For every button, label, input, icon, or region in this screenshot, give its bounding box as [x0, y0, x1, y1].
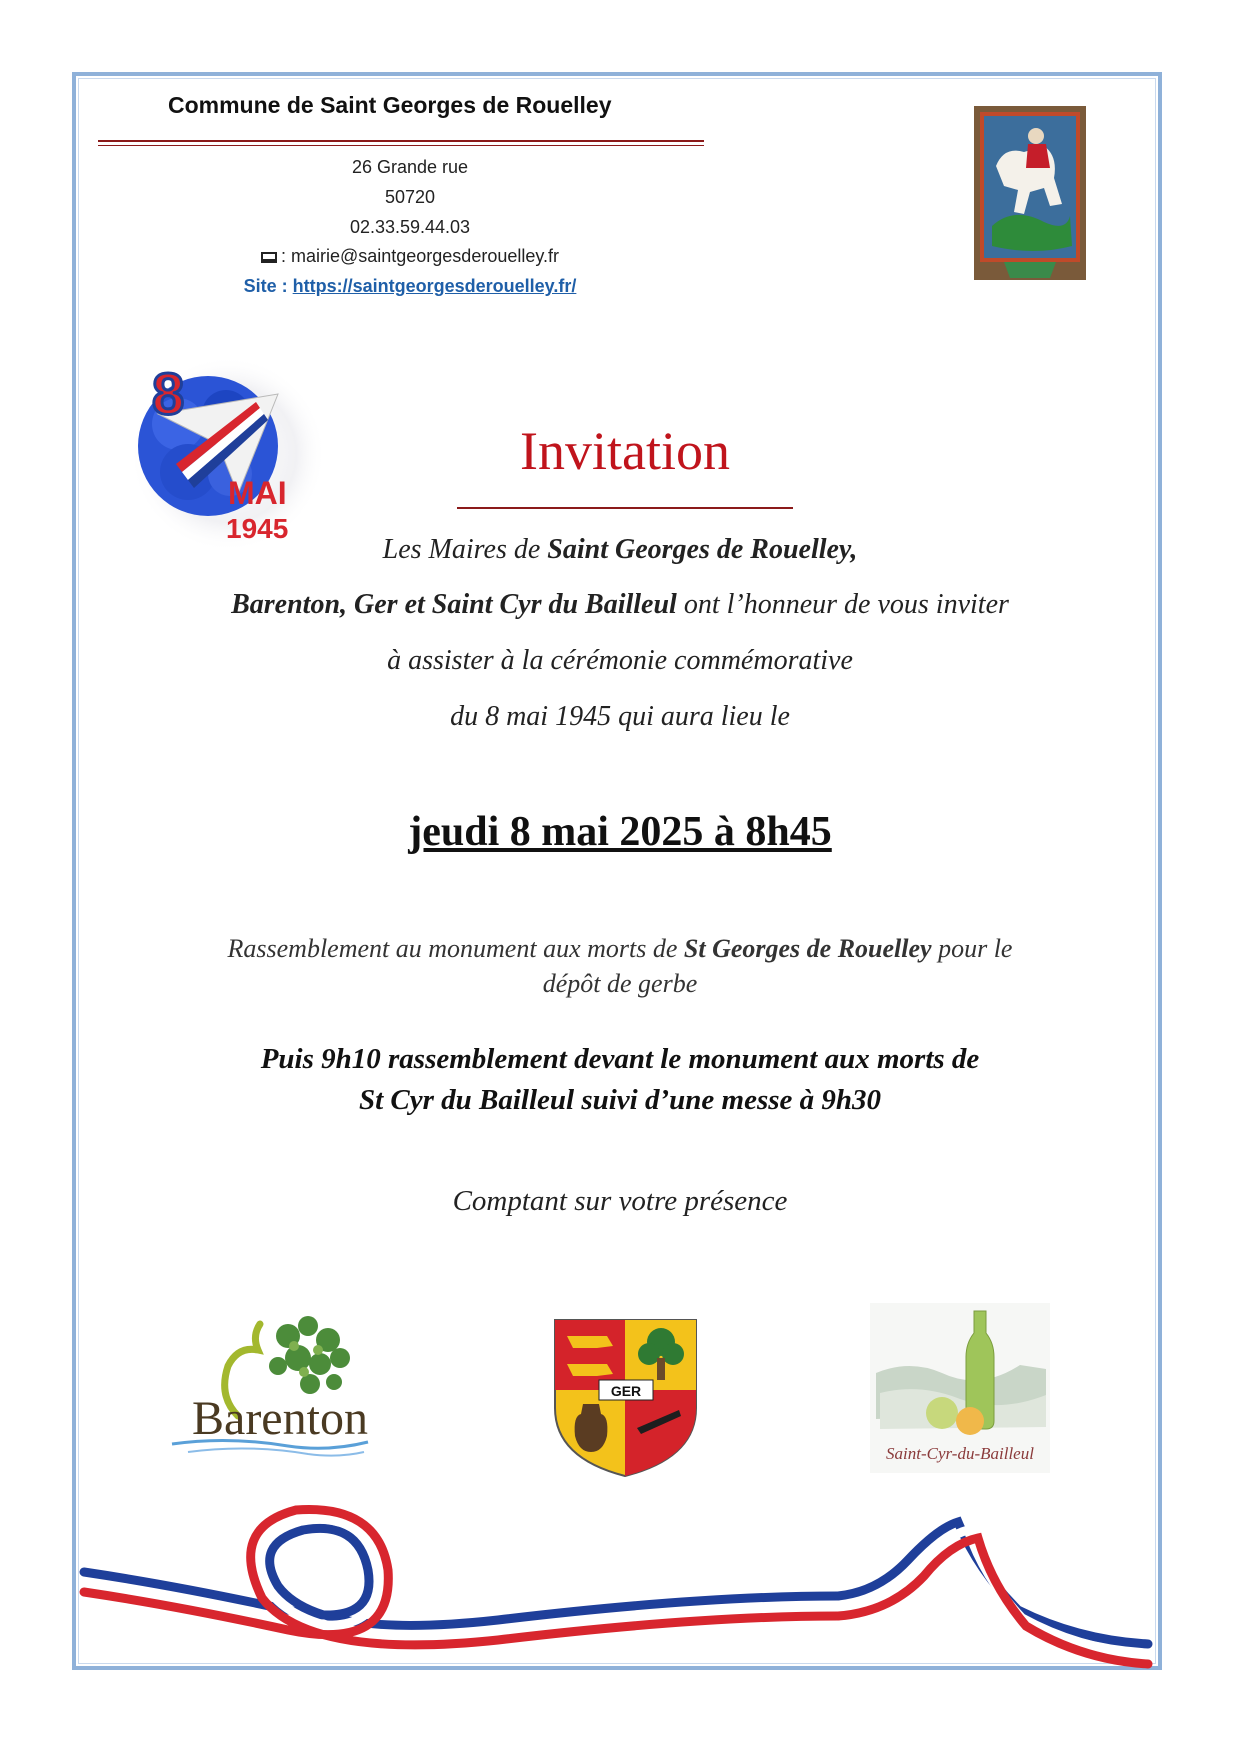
saint-cyr-label: Saint-Cyr-du-Bailleul — [886, 1444, 1034, 1463]
gathering-line-1 — [140, 934, 1100, 964]
header-rule-bottom — [98, 145, 704, 146]
phone-number: 02.33.59.44.03 — [349, 217, 471, 237]
gathering-prefix: Rassemblement au monument aux morts de — [227, 934, 684, 963]
gathering-place: St Georges de Rouelley — [683, 934, 932, 963]
logo-year: 1945 — [226, 513, 289, 544]
header-rule-top — [98, 140, 704, 142]
email-address[interactable]: : mairie@saintgeorgesderouelley.fr — [280, 246, 560, 266]
followup-line-1: Puis 9h10 rassemblement devant le monument aux morts de — [260, 1043, 980, 1075]
gathering-line-2: dépôt de gerbe — [542, 969, 698, 998]
website-link[interactable]: https://saintgeorgesderouelley.fr/ — [292, 276, 577, 296]
address-line: 26 Grande rue — [351, 157, 469, 177]
ger-label: GER — [610, 1383, 642, 1399]
line2-rest: ont l’honneur de vous inviter — [676, 589, 1009, 620]
postal-code: 50720 — [384, 187, 436, 207]
invitation-title: Invitation — [520, 421, 730, 481]
saint-george-emblem — [974, 106, 1086, 280]
line1-prefix: Les Maires de — [382, 534, 548, 565]
invitation-line-3: à assister à la cérémonie commémorative — [387, 645, 853, 676]
laptop-icon — [261, 252, 277, 263]
email-line — [200, 246, 620, 267]
line2-bold: Barenton, Ger et Saint Cyr du Bailleul — [231, 589, 677, 620]
followup-line-2: St Cyr du Bailleul suivi d’une messe à 9h30 — [358, 1084, 882, 1116]
event-date: jeudi 8 mai 2025 à 8h45 — [408, 809, 832, 855]
website-line — [200, 276, 620, 297]
logo-number: 8 — [152, 362, 185, 427]
closing-line: Comptant sur votre présence — [452, 1185, 788, 1217]
logo-month: MAI — [228, 475, 287, 511]
title-underline — [457, 507, 793, 509]
site-label: Site : — [243, 276, 293, 296]
invitation-line-4: du 8 mai 1945 qui aura lieu le — [450, 701, 790, 732]
tricolour-ribbon — [78, 1500, 1156, 1670]
8-mai-1945-logo — [118, 354, 338, 554]
gathering-suffix: pour le — [931, 934, 1013, 963]
barenton-logo — [168, 1306, 382, 1466]
saint-cyr-du-bailleul-logo — [870, 1303, 1050, 1473]
commune-name: Commune de Saint Georges de Rouelley — [168, 92, 612, 118]
ger-coat-of-arms — [553, 1318, 698, 1478]
invitation-line-2 — [140, 589, 1100, 621]
invitation-line-1 — [140, 534, 1100, 566]
line1-bold: Saint Georges de Rouelley, — [547, 534, 858, 565]
barenton-wordmark: Barenton — [192, 1392, 368, 1445]
